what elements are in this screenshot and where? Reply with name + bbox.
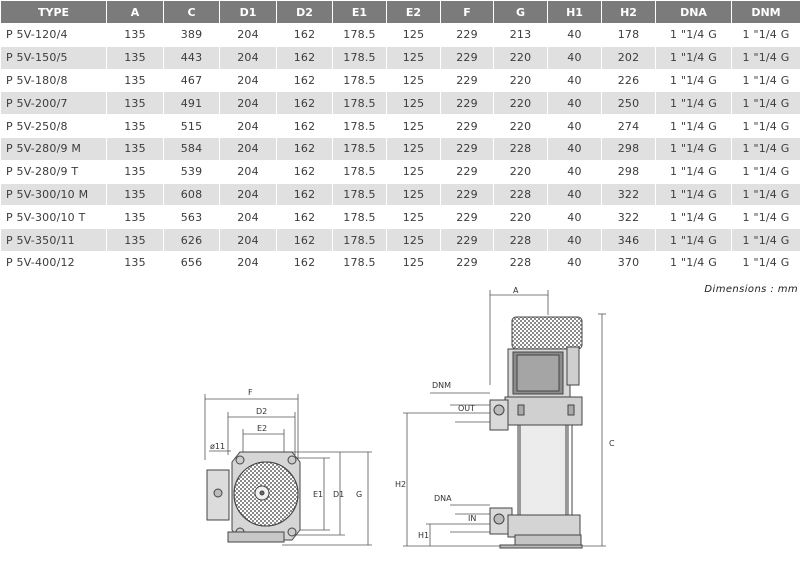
dimension-cell: 178.5	[333, 183, 387, 206]
column-header-dnm: DNM	[732, 1, 800, 24]
dimension-cell: 40	[548, 183, 602, 206]
dimension-cell: 298	[602, 137, 656, 160]
dimension-cell: 204	[220, 206, 277, 229]
dimension-cell: 229	[441, 183, 494, 206]
dimension-cell: 491	[164, 92, 220, 115]
dimension-cell: 228	[494, 229, 548, 252]
dimension-cell: 322	[602, 183, 656, 206]
dimension-cell: 229	[441, 24, 494, 47]
dimension-cell: 1 "1/4 G	[656, 229, 732, 252]
pump-type-cell: P 5V-400/12	[1, 251, 107, 274]
dimension-cell: 226	[602, 69, 656, 92]
column-header-e2: E2	[387, 1, 441, 24]
dimension-cell: 1 "1/4 G	[656, 206, 732, 229]
dimension-cell: 40	[548, 160, 602, 183]
dimension-cell: 1 "1/4 G	[656, 183, 732, 206]
dimension-cell: 220	[494, 206, 548, 229]
dimension-cell: 626	[164, 229, 220, 252]
column-header-a: A	[107, 1, 164, 24]
column-header-type: TYPE	[1, 1, 107, 24]
pump-type-cell: P 5V-150/5	[1, 46, 107, 69]
dimension-cell: 213	[494, 24, 548, 47]
dimension-cell: 220	[494, 92, 548, 115]
dimension-cell: 389	[164, 24, 220, 47]
label-in: IN	[468, 514, 477, 523]
pump-type-cell: P 5V-300/10 T	[1, 206, 107, 229]
dimension-cell: 467	[164, 69, 220, 92]
dimension-cell: 125	[387, 137, 441, 160]
dimension-cell: 135	[107, 206, 164, 229]
pump-type-cell: P 5V-180/8	[1, 69, 107, 92]
label-d2: D2	[256, 407, 268, 416]
dimension-cell: 1 "1/4 G	[656, 160, 732, 183]
dimension-cell: 204	[220, 160, 277, 183]
dimension-cell: 125	[387, 69, 441, 92]
dimension-cell: 229	[441, 160, 494, 183]
dimension-cell: 204	[220, 229, 277, 252]
dimension-cell: 162	[277, 92, 333, 115]
dimension-cell: 202	[602, 46, 656, 69]
dimension-cell: 162	[277, 46, 333, 69]
dimension-cell: 178.5	[333, 24, 387, 47]
dimension-cell: 162	[277, 251, 333, 274]
dimension-cell: 1 "1/4 G	[732, 69, 800, 92]
dimension-cell: 135	[107, 69, 164, 92]
dimension-cell: 162	[277, 137, 333, 160]
dimension-cell: 135	[107, 137, 164, 160]
label-g: G	[356, 490, 363, 499]
label-c: C	[609, 439, 615, 448]
dimension-cell: 162	[277, 69, 333, 92]
pump-type-cell: P 5V-280/9 T	[1, 160, 107, 183]
dimension-cell: 204	[220, 183, 277, 206]
pump-type-cell: P 5V-350/11	[1, 229, 107, 252]
dimension-cell: 125	[387, 251, 441, 274]
label-e2: E2	[257, 424, 268, 433]
dimension-cell: 443	[164, 46, 220, 69]
dimension-cell: 40	[548, 137, 602, 160]
pump-type-cell: P 5V-120/4	[1, 24, 107, 47]
pump-type-cell: P 5V-300/10 M	[1, 183, 107, 206]
column-header-d1: D1	[220, 1, 277, 24]
dimension-cell: 515	[164, 115, 220, 138]
label-hole-diameter: ø11	[210, 442, 226, 451]
dimension-cell: 178	[602, 24, 656, 47]
label-d1: D1	[333, 490, 345, 499]
column-header-dna: DNA	[656, 1, 732, 24]
label-h2: H2	[395, 480, 407, 489]
dimension-cell: 1 "1/4 G	[656, 137, 732, 160]
dimension-cell: 40	[548, 206, 602, 229]
dimension-cell: 584	[164, 137, 220, 160]
dimension-cell: 178.5	[333, 137, 387, 160]
dimension-cell: 298	[602, 160, 656, 183]
dimension-cell: 229	[441, 229, 494, 252]
front-pump-body	[207, 452, 300, 542]
dimension-cell: 229	[441, 251, 494, 274]
dimension-cell: 40	[548, 24, 602, 47]
dimension-cell: 178.5	[333, 46, 387, 69]
dimension-cell: 229	[441, 92, 494, 115]
dimension-cell: 204	[220, 92, 277, 115]
dimension-cell: 346	[602, 229, 656, 252]
dimension-cell: 1 "1/4 G	[656, 24, 732, 47]
dimension-cell: 1 "1/4 G	[732, 137, 800, 160]
dimension-cell: 220	[494, 46, 548, 69]
column-header-f: F	[441, 1, 494, 24]
dimension-cell: 125	[387, 92, 441, 115]
dimension-cell: 125	[387, 115, 441, 138]
dimension-cell: 1 "1/4 G	[656, 69, 732, 92]
dimension-cell: 204	[220, 251, 277, 274]
dimension-cell: 40	[548, 92, 602, 115]
column-header-c: C	[164, 1, 220, 24]
dimension-cell: 162	[277, 229, 333, 252]
dimension-cell: 204	[220, 46, 277, 69]
dimension-cell: 135	[107, 183, 164, 206]
dimension-cell: 125	[387, 229, 441, 252]
dimension-cell: 322	[602, 206, 656, 229]
dimension-cell: 40	[548, 229, 602, 252]
dimension-cell: 229	[441, 137, 494, 160]
dimension-cell: 370	[602, 251, 656, 274]
dimension-cell: 135	[107, 160, 164, 183]
dimension-cell: 204	[220, 69, 277, 92]
dimension-cell: 40	[548, 251, 602, 274]
dimension-cell: 135	[107, 92, 164, 115]
dimension-cell: 563	[164, 206, 220, 229]
column-header-h1: H1	[548, 1, 602, 24]
dimension-cell: 125	[387, 24, 441, 47]
label-e1: E1	[313, 490, 324, 499]
dimension-cell: 178.5	[333, 160, 387, 183]
dimension-cell: 1 "1/4 G	[732, 24, 800, 47]
dimension-cell: 228	[494, 251, 548, 274]
dimension-cell: 1 "1/4 G	[732, 46, 800, 69]
dimension-cell: 40	[548, 115, 602, 138]
dimension-cell: 1 "1/4 G	[656, 251, 732, 274]
pump-type-cell: P 5V-200/7	[1, 92, 107, 115]
dimension-cell: 162	[277, 115, 333, 138]
dimension-cell: 229	[441, 115, 494, 138]
dimension-cell: 40	[548, 46, 602, 69]
dimension-cell: 178.5	[333, 115, 387, 138]
dimension-cell: 204	[220, 137, 277, 160]
dimension-cell: 539	[164, 160, 220, 183]
dimension-cell: 178.5	[333, 229, 387, 252]
dimension-cell: 1 "1/4 G	[732, 229, 800, 252]
dimension-cell: 125	[387, 206, 441, 229]
label-f: F	[248, 388, 253, 397]
pump-type-cell: P 5V-280/9 M	[1, 137, 107, 160]
dimension-cell: 135	[107, 251, 164, 274]
dimension-cell: 125	[387, 183, 441, 206]
column-header-e1: E1	[333, 1, 387, 24]
column-header-g: G	[494, 1, 548, 24]
dimension-cell: 178.5	[333, 92, 387, 115]
side-pump-body	[490, 317, 582, 548]
dimension-cell: 250	[602, 92, 656, 115]
dimension-cell: 162	[277, 206, 333, 229]
dimension-cell: 228	[494, 183, 548, 206]
dimension-cell: 220	[494, 69, 548, 92]
dimension-cell: 1 "1/4 G	[656, 115, 732, 138]
dimension-cell: 135	[107, 115, 164, 138]
dimension-cell: 656	[164, 251, 220, 274]
dimension-cell: 1 "1/4 G	[732, 183, 800, 206]
dimension-cell: 1 "1/4 G	[732, 206, 800, 229]
dimension-cell: 1 "1/4 G	[732, 160, 800, 183]
dimension-cell: 178.5	[333, 206, 387, 229]
dimension-cell: 1 "1/4 G	[656, 46, 732, 69]
dimension-cell: 162	[277, 24, 333, 47]
dimension-cell: 204	[220, 115, 277, 138]
label-out: OUT	[458, 404, 476, 413]
label-dna: DNA	[434, 494, 452, 503]
column-header-d2: D2	[277, 1, 333, 24]
dimension-cell: 40	[548, 69, 602, 92]
dimension-cell: 220	[494, 115, 548, 138]
dimension-cell: 204	[220, 24, 277, 47]
dimension-cell: 228	[494, 137, 548, 160]
dimension-cell: 229	[441, 46, 494, 69]
dimension-cell: 162	[277, 160, 333, 183]
dimension-cell: 162	[277, 183, 333, 206]
label-h1: H1	[418, 531, 430, 540]
dimension-cell: 274	[602, 115, 656, 138]
units-note: Dimensions : mm	[704, 284, 798, 295]
dimension-cell: 1 "1/4 G	[732, 115, 800, 138]
dimension-cell: 220	[494, 160, 548, 183]
dimension-cell: 135	[107, 229, 164, 252]
dimension-cell: 608	[164, 183, 220, 206]
dimension-cell: 229	[441, 206, 494, 229]
pump-type-cell: P 5V-250/8	[1, 115, 107, 138]
dimension-cell: 135	[107, 46, 164, 69]
dimension-cell: 135	[107, 24, 164, 47]
column-header-h2: H2	[602, 1, 656, 24]
dimension-cell: 1 "1/4 G	[732, 92, 800, 115]
dimension-cell: 1 "1/4 G	[656, 92, 732, 115]
dimension-cell: 229	[441, 69, 494, 92]
dimension-cell: 125	[387, 160, 441, 183]
label-dnm: DNM	[432, 381, 452, 390]
dimension-cell: 178.5	[333, 251, 387, 274]
dimension-cell: 178.5	[333, 69, 387, 92]
dimension-cell: 125	[387, 46, 441, 69]
label-a: A	[513, 286, 519, 295]
dimension-cell: 1 "1/4 G	[732, 251, 800, 274]
